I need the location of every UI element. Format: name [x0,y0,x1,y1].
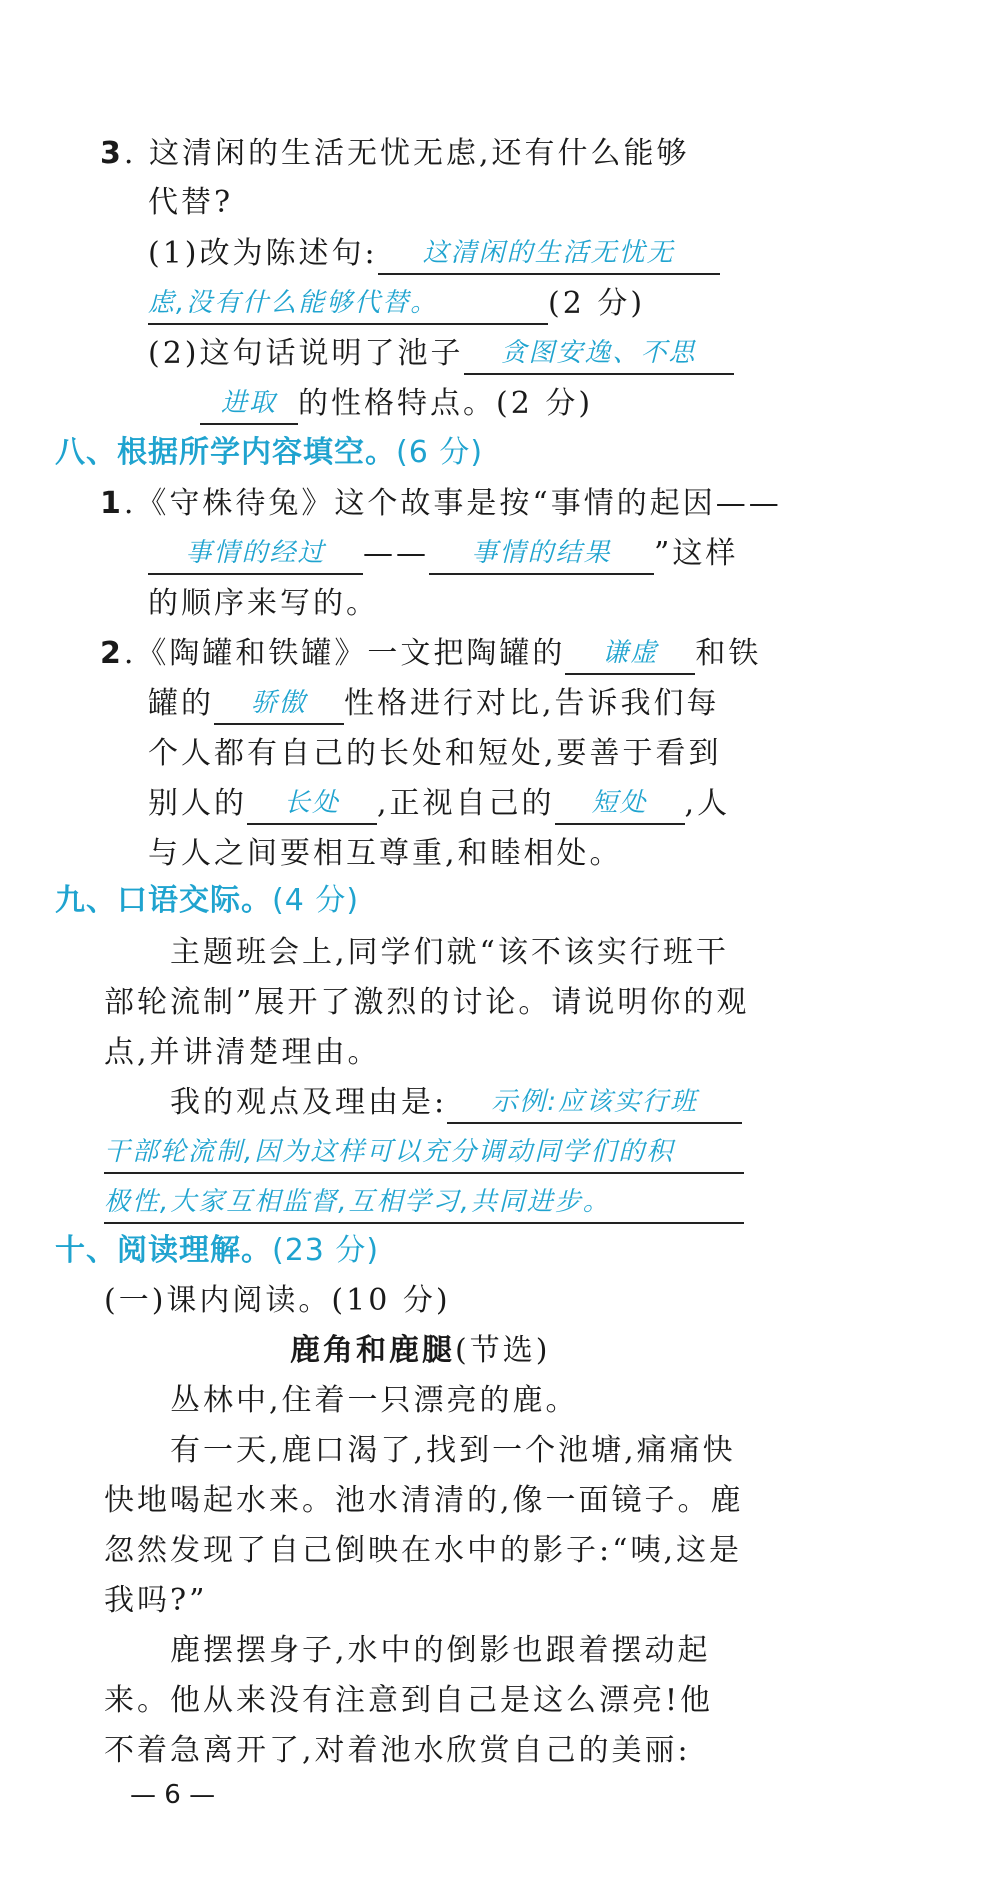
sec9-para-line1: 主题班会上,同学们就“该不该实行班干 [170,935,729,970]
section-9-score: (4 分) [272,883,360,918]
sec8-q2-line4 [148,783,730,825]
sec8-q1-line1 [100,483,782,525]
q3-sub1-prefix: (1)改为陈述句: [148,236,378,271]
section-9-heading [55,880,359,922]
passage-line: 我吗?” [104,1583,208,1618]
passage-line: 不着急离开了,对着池水欣赏自己的美丽: [104,1733,691,1768]
passage-line: 有一天,鹿口渴了,找到一个池塘,痛痛快 [170,1433,736,1468]
q3-sub2-line2 [200,383,593,425]
sec9-prompt: 我的观点及理由是: [170,1085,448,1120]
section-8-title: 八、根据所学内容填空。 [55,435,396,470]
q3-number: 3 [100,136,124,171]
sec9-answer-2: 干部轮流制,因为这样可以充分调动同学们的积 [104,1132,744,1174]
sec10-subheading: (一)课内阅读。(10 分) [104,1283,451,1318]
passage-line: 来。他从来没有注意到自己是这么漂亮!他 [104,1683,714,1718]
section-10-title: 十、阅读理解。 [55,1233,272,1268]
passage-line: 快地喝起水来。池水清清的,像一面镜子。鹿 [104,1483,744,1518]
sec8-q2-line4-b: ,正视自己的 [377,786,555,821]
q3-stem-line1 [100,133,689,175]
sec8-q2-answer-a: 谦虚 [565,633,695,675]
q3-sub2-answer-b: 进取 [200,383,298,425]
sec8-q1-dash: —— [363,536,429,571]
sec8-q2-line3: 个人都有自己的长处和短处,要善于看到 [148,736,722,771]
sec8-q2-text-a: .《陶罐和铁罐》一文把陶罐的 [123,636,566,671]
sec8-q2-line2 [148,683,720,725]
sec9-para-line2: 部轮流制”展开了激烈的讨论。请说明你的观 [104,985,750,1020]
q3-sub1-answer-a: 这清闲的生活无忧无 [378,233,720,275]
section-9-title: 九、口语交际。 [55,883,272,918]
q3-sub2-prefix: (2)这句话说明了池子 [148,336,464,371]
passage-line: 鹿摆摆身子,水中的倒影也跟着摆动起 [170,1633,711,1668]
q3-sub1-line1 [148,233,720,275]
page-number: — 6 — [130,1780,216,1810]
sec9-answer-3: 极性,大家互相监督,互相学习,共同进步。 [104,1182,744,1224]
passage-title-line [290,1330,550,1372]
sec8-q2-line2-a: 罐的 [148,686,214,721]
q3-stem-text: . 这清闲的生活无忧无虑,还有什么能够 [123,136,690,171]
q3-sub2-answer-a: 贪图安逸、不思 [464,333,734,375]
sec8-q1-line3: 的顺序来写的。 [148,586,379,621]
sec8-q2-line5: 与人之间要相互尊重,和睦相处。 [148,836,623,871]
section-8-heading [55,432,483,474]
sec8-q1-number: 1 [100,486,124,521]
sec9-para-line3: 点,并讲清楚理由。 [104,1035,381,1070]
sec9-answer-1: 示例:应该实行班 [447,1082,742,1124]
passage-note: (节选) [455,1333,551,1368]
passage-line: 忽然发现了自己倒映在水中的影子:“咦,这是 [104,1533,742,1568]
sec8-q1-text: .《守株待兔》这个故事是按“事情的起因—— [123,486,782,521]
sec9-prompt-line [170,1082,742,1124]
sec8-q2-text-b: 和铁 [695,636,762,671]
section-10-heading [55,1230,379,1272]
sec8-q2-line2-b: 性格进行对比,告诉我们每 [344,686,720,721]
section-8-score: (6 分) [396,435,484,470]
sec8-q2-answer-b: 骄傲 [214,683,344,725]
sec8-q2-answer-d: 短处 [555,783,685,825]
sec8-q1-after: ”这样 [654,536,739,571]
sec8-q2-line1 [100,633,761,675]
q3-sub1-score: (2 分) [548,286,646,321]
sec8-q1-line2 [148,533,738,575]
q3-sub2-suffix: 的性格特点。(2 分) [298,386,594,421]
sec8-q2-answer-c: 长处 [247,783,377,825]
q3-sub1-line2 [148,283,645,325]
passage-line: 丛林中,住着一只漂亮的鹿。 [170,1383,579,1418]
q3-sub1-answer-b: 虑,没有什么能够代替。 [148,283,548,325]
q3-stem-line2: 代替? [148,185,234,220]
passage-title: 鹿角和鹿腿 [290,1333,455,1368]
sec8-q1-answer-a: 事情的经过 [148,533,363,575]
section-10-score: (23 分) [272,1233,380,1268]
sec8-q1-answer-b: 事情的结果 [429,533,654,575]
q3-sub2-line1 [148,333,734,375]
sec8-q2-number: 2 [100,636,124,671]
sec8-q2-line4-c: ,人 [684,786,731,821]
sec8-q2-line4-a: 别人的 [148,786,247,821]
